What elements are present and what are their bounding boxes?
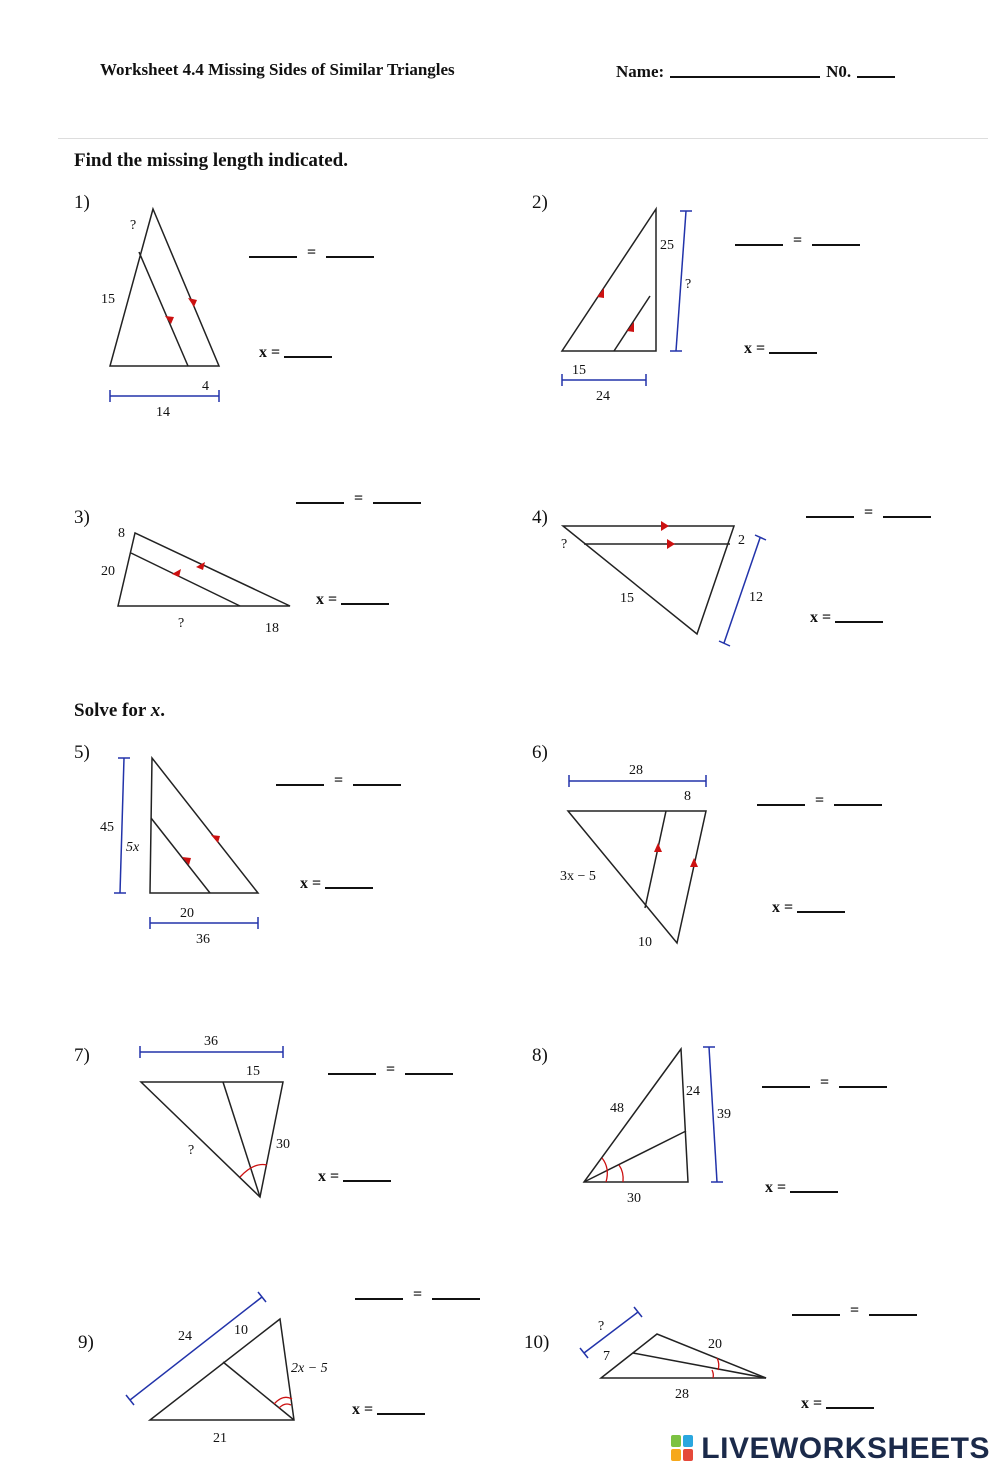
solve-var: x	[150, 700, 161, 721]
side-label: 15	[246, 1064, 260, 1079]
triangle-8	[584, 1047, 731, 1206]
side-label: 10	[638, 935, 652, 950]
solve-suffix: .	[160, 700, 165, 721]
x-label: x =	[318, 1168, 340, 1185]
side-label: 14	[156, 405, 170, 420]
side-label: 39	[717, 1107, 731, 1122]
equals-sign: =	[793, 232, 803, 249]
triangle-9-outline	[150, 1319, 294, 1420]
x-label: x =	[765, 1179, 787, 1196]
side-label: ?	[188, 1143, 195, 1158]
triangle-10	[580, 1307, 766, 1402]
equals-sign: =	[386, 1061, 396, 1078]
triangle-4-outline	[563, 526, 734, 634]
x-label: x =	[772, 899, 794, 916]
side-label: 18	[265, 621, 279, 636]
side-label: 8	[118, 526, 125, 541]
angle-mark	[279, 1404, 291, 1408]
triangle-3-outline	[118, 533, 290, 606]
x-label: x =	[259, 344, 281, 361]
equals-sign: =	[307, 244, 317, 261]
side-label: 36	[196, 932, 210, 947]
triangle-8-outline	[584, 1049, 688, 1182]
triangle-6-parallel	[645, 811, 666, 908]
x-label: x =	[801, 1395, 823, 1412]
triangle-2	[562, 209, 692, 404]
triangle-9-bisector	[223, 1362, 294, 1420]
side-label: 36	[204, 1034, 218, 1049]
side-label: 30	[276, 1137, 290, 1152]
triangle-1-parallel	[139, 252, 188, 366]
equals-sign: =	[334, 772, 344, 789]
side-label: 30	[627, 1191, 641, 1206]
angle-mark	[602, 1158, 607, 1182]
triangle-7	[140, 1034, 290, 1197]
triangle-4	[561, 521, 766, 646]
side-label: ?	[685, 277, 692, 292]
equals-sign: =	[815, 792, 825, 809]
x-label: x =	[316, 591, 338, 608]
angle-mark	[274, 1397, 292, 1404]
side-label: 25	[660, 238, 674, 253]
problem-number: 6)	[532, 742, 548, 763]
triangle-1	[101, 209, 219, 420]
logo-mark-icon	[671, 1435, 695, 1463]
equals-sign: =	[850, 1302, 860, 1319]
side-label: ?	[178, 616, 185, 631]
side-label: 28	[675, 1387, 689, 1402]
dimension-tick	[634, 1307, 642, 1317]
equals-sign: =	[413, 1286, 423, 1303]
parallel-arrow	[597, 288, 604, 298]
parallel-arrow	[690, 858, 698, 867]
problem-number: 1)	[74, 192, 90, 213]
parallel-arrow	[661, 521, 669, 531]
triangle-5-outline	[150, 758, 258, 893]
problem-number: 5)	[74, 742, 90, 763]
side-label: ?	[561, 537, 568, 552]
triangle-10-outline	[601, 1334, 766, 1378]
angle-mark	[619, 1165, 623, 1182]
angle-mark	[712, 1370, 713, 1378]
dimension-line	[120, 758, 124, 893]
side-label: ?	[598, 1319, 605, 1334]
side-label: 5x	[126, 840, 140, 855]
triangle-8-bisector	[584, 1131, 686, 1182]
x-label: x =	[352, 1401, 374, 1418]
dimension-tick	[126, 1395, 134, 1405]
dimension-line	[584, 1312, 638, 1353]
equals-sign: =	[864, 504, 874, 521]
problem-number: 3)	[74, 507, 90, 528]
dimension-tick	[755, 535, 766, 540]
side-label: 10	[234, 1323, 248, 1338]
dimension-line	[709, 1047, 717, 1182]
triangle-2-parallel	[614, 296, 650, 351]
worksheet-title: Worksheet 4.4 Missing Sides of Similar Triangles	[100, 60, 455, 79]
parallel-arrow	[627, 322, 634, 332]
side-label: 3x − 5	[560, 869, 596, 884]
side-label: 15	[620, 591, 634, 606]
x-label: x =	[744, 340, 766, 357]
triangle-7-outline	[141, 1082, 283, 1197]
side-label: 2x − 5	[291, 1361, 328, 1376]
x-label: x =	[810, 609, 832, 626]
problem-number: 9)	[78, 1332, 94, 1353]
problem-number: 2)	[532, 192, 548, 213]
side-label: 21	[213, 1431, 227, 1446]
side-label: 15	[572, 363, 586, 378]
triangle-5-parallel	[151, 818, 210, 893]
name-label: Name:	[616, 62, 665, 81]
triangle-2-outline	[562, 209, 656, 351]
problem-number: 7)	[74, 1045, 90, 1066]
logo-text: LIVEWORKSHEETS	[701, 1432, 990, 1465]
side-label: 24	[178, 1329, 192, 1344]
side-label: 24	[596, 389, 610, 404]
side-label: 7	[603, 1349, 610, 1364]
dimension-tick	[258, 1292, 266, 1302]
solve-prefix: Solve for	[74, 700, 151, 721]
side-label: 8	[684, 789, 691, 804]
equals-sign: =	[354, 490, 364, 507]
problem-number: 8)	[532, 1045, 548, 1066]
side-label: 4	[202, 379, 209, 394]
problem-number: 10)	[524, 1332, 550, 1353]
side-label: 15	[101, 292, 115, 307]
parallel-arrow	[188, 298, 197, 307]
x-label: x =	[300, 875, 322, 892]
side-label: 48	[610, 1101, 624, 1116]
side-label: 12	[749, 590, 763, 605]
problem-number: 4)	[532, 507, 548, 528]
parallel-arrow	[654, 843, 662, 852]
side-label: 28	[629, 763, 643, 778]
triangle-10-bisector	[633, 1353, 766, 1378]
side-label: 20	[708, 1337, 722, 1352]
triangle-3	[101, 526, 290, 636]
triangle-1-outline	[110, 209, 219, 366]
side-label: 20	[101, 564, 115, 579]
triangle-9	[126, 1292, 328, 1446]
liveworksheets-logo	[671, 1432, 990, 1466]
side-label: 24	[686, 1084, 700, 1099]
equals-sign: =	[820, 1074, 830, 1091]
side-label: 45	[100, 820, 114, 835]
dimension-tick	[580, 1348, 588, 1358]
triangle-5	[100, 758, 258, 947]
side-label: ?	[130, 218, 137, 233]
number-label: N0.	[826, 62, 852, 81]
parallel-arrow	[667, 539, 675, 549]
section-find-heading: Find the missing length indicated.	[74, 150, 348, 171]
triangle-6	[560, 763, 706, 950]
side-label: 20	[180, 906, 194, 921]
side-label: 2	[738, 533, 745, 548]
triangle-3-parallel	[131, 553, 240, 606]
